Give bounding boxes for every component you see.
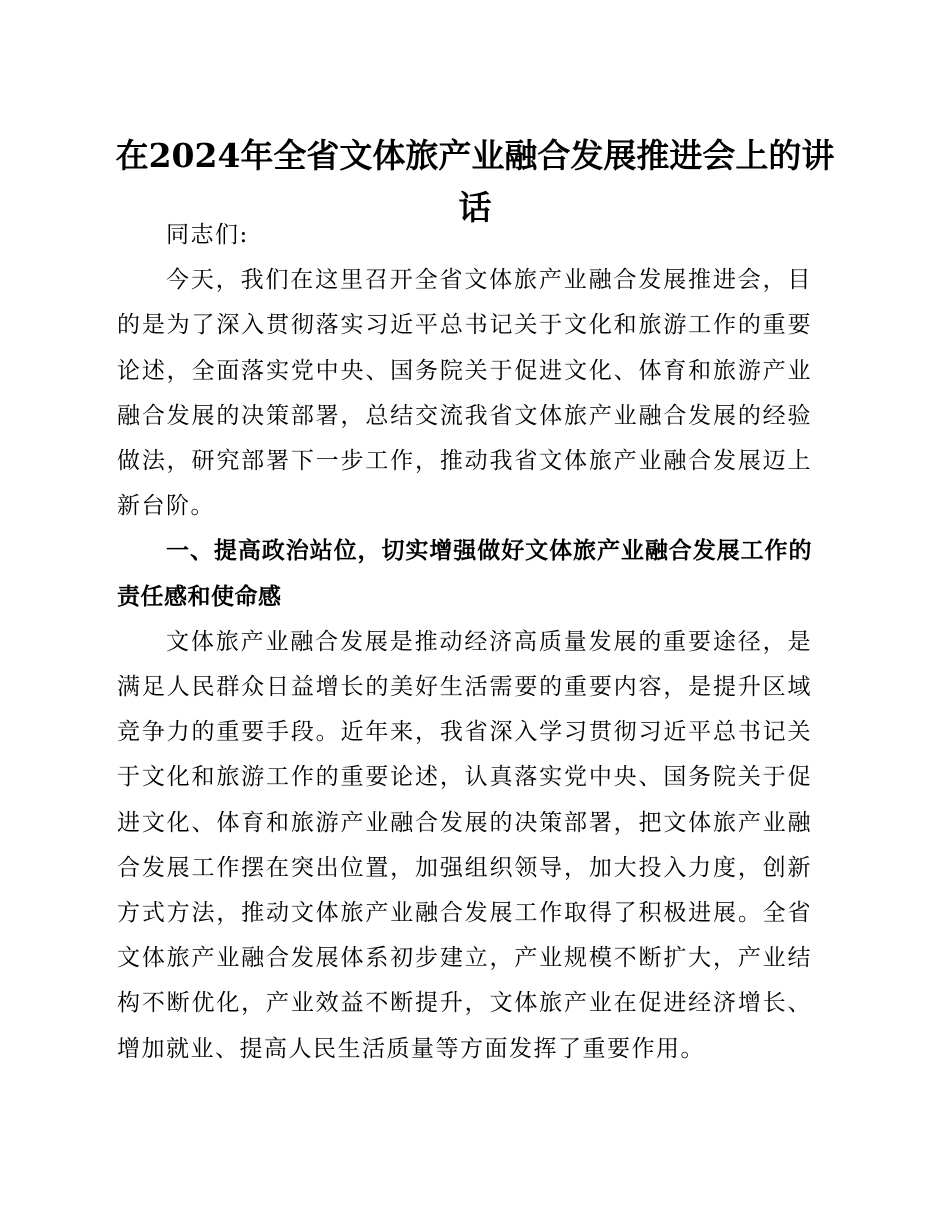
section-heading: 一、提高政治站位，切实增强做好文体旅产业融合发展工作的责任感和使命感 — [117, 538, 812, 610]
paragraph-intro: 今天，我们在这里召开全省文体旅产业融合发展推进会，目的是为了深入贯彻落实习近平总书记关于文化和旅游工作的重要论述，全面落实党中央、国务院关于促进文化、体育和旅游产业融合发展的决策部署，总结交流我省文体旅产业融合发展的经验做法，研究部署下一步工作，推动我省文体旅产业融合发展迈上新台阶。 — [117, 267, 812, 520]
salutation: 同志们: — [166, 222, 249, 248]
section-paragraph: 文体旅产业融合发展是推动经济高质量发展的重要途径，是满足人民群众日益增长的美好生活需要的重要内容，是提升区域竞争力的重要手段。近年来，我省深入学习贯彻习近平总书记关于文化和旅游工作的重要论述，认真落实党中央、国务院关于促进文化、体育和旅游产业融合发展的决策部署，把文体旅产业融合发展工作摆在突出位置，加强组织领导，加大投入力度，创新方式方法，推动文体旅产业融合发展工作取得了积极进展。全省文体旅产业融合发展体系初步建立，产业规模不断扩大，产业结构不断优化，产业效益不断提升，文体旅产业在促进经济增长、增加就业、提高人民生活质量等方面发挥了重要作用。 — [117, 628, 812, 1062]
document-title: 在2024年全省文体旅产业融合发展推进会上的讲话 — [115, 136, 835, 227]
document-body — [117, 213, 812, 1072]
